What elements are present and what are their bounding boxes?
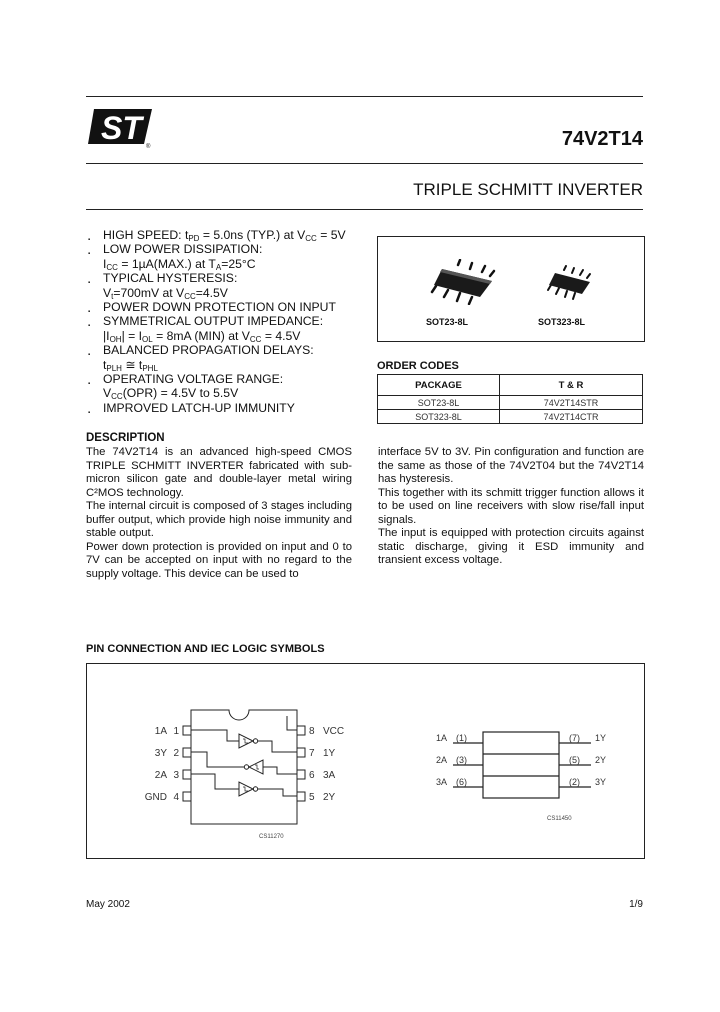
description-paragraph: The 74V2T14 is an advanced high-speed CMOS TRIPLE SCHMITT INVERTER fabricated with sub-micron silicon gate and double-layer metal wiring C²MOS technology. <box>86 446 352 499</box>
pin-name-label: 3Y <box>154 748 167 759</box>
package-box <box>377 236 645 342</box>
pin-number-label: 6 <box>309 770 315 781</box>
feature-item: ▪ OPERATING VOLTAGE RANGE: <box>88 372 368 386</box>
bullet-icon: ▪ <box>88 323 91 330</box>
pin-name-label: 2A <box>154 770 167 781</box>
pin-number-label: 1 <box>173 726 179 737</box>
description-left-column <box>86 446 352 581</box>
bullet-icon: ▪ <box>88 352 91 359</box>
table-cell: 74V2T14STR <box>500 396 643 410</box>
sot23-chip-icon <box>428 259 498 305</box>
feature-item: ▪ LOW POWER DISSIPATION: <box>88 242 368 256</box>
header-mid-rule <box>86 163 643 164</box>
description-paragraph: Power down protection is provided on input and 0 to 7V can be accepted on input with no regard to the supply voltage. This device can be used to <box>86 540 352 580</box>
pin-name-label: 1A <box>154 726 167 737</box>
pin-number-label: 4 <box>173 792 179 803</box>
part-number: 74V2T14 <box>561 128 643 150</box>
feature-item: ▪ HIGH SPEED: $t_{PD} = 5.0ns$ (TYP.) at $V_{CC} = 5V$ <box>88 228 368 242</box>
iec-input-label: 1A <box>435 733 447 743</box>
package-label-sot23: SOT23-8L <box>426 317 469 327</box>
order-codes-table <box>377 374 643 424</box>
order-codes-title: ORDER CODES <box>377 360 459 372</box>
pin-number-label: 7 <box>309 748 315 759</box>
feature-item: ▪ BALANCED PROPAGATION DELAYS: <box>88 343 368 357</box>
table-cell: SOT23-8L <box>378 396 500 410</box>
pin-number-label: 2 <box>173 748 179 759</box>
pin-number-label: 3 <box>173 770 179 781</box>
description-paragraph: The internal circuit is composed of 3 stages including buffer output, which provide high noise immunity and stable output. <box>86 500 352 539</box>
document-title: TRIPLE SCHMITT INVERTER <box>413 180 643 199</box>
description-paragraph: The input is equipped with protection circuits against static discharge, giving it ESD immunity and transient excess voltage. <box>378 527 644 566</box>
st-logo <box>86 106 156 152</box>
logo-text: ST <box>101 110 142 146</box>
pin-name-label: 1Y <box>323 748 336 759</box>
pin-name-label: VCC <box>323 726 345 737</box>
footer-page-number: 1/9 <box>629 899 643 910</box>
bullet-icon: ▪ <box>88 280 91 287</box>
description-title: DESCRIPTION <box>86 432 165 444</box>
table-header: T & R <box>500 375 643 396</box>
bullet-icon: ▪ <box>88 251 91 258</box>
iec-input-label: 3A <box>435 777 447 787</box>
feature-item: ▪ POWER DOWN PROTECTION ON INPUT <box>88 300 368 314</box>
svg-text:®: ® <box>146 144 151 150</box>
header-bottom-rule <box>86 209 643 210</box>
feature-item: ▪ SYMMETRICAL OUTPUT IMPEDANCE: <box>88 314 368 328</box>
pin-diagram <box>87 664 644 858</box>
bullet-icon: ▪ <box>88 309 91 316</box>
feature-item: $|I_{OH}| = I_{OL} = 8mA$ (MIN) at $V_{CC} = 4.5V$ <box>103 328 301 344</box>
table-cell: 74V2T14CTR <box>500 410 643 424</box>
iec-pin-number: (6) <box>456 777 467 787</box>
iec-pin-number: (7) <box>569 733 580 743</box>
table-row <box>378 410 643 424</box>
feature-item: ▪ TYPICAL HYSTERESIS: <box>88 271 368 285</box>
feature-item: $t_{PLH}$ ≅ $t_{PHL}$ <box>103 357 158 373</box>
feature-item: $V_t=700mV$ at $V_{CC}=4.5V$ <box>103 285 228 301</box>
pin-connection-figure <box>86 663 645 859</box>
iec-output-label: 1Y <box>595 733 607 743</box>
pin-name-label: 2Y <box>323 792 336 803</box>
pin-number-label: 5 <box>309 792 315 803</box>
feature-item: $V_{CC}(OPR) = 4.5V$ to 5.5V <box>103 386 239 402</box>
pin-number-label: 8 <box>309 726 315 737</box>
description-paragraph: This together with its schmitt trigger function allows it to be used on line receivers with slow rise/fall input signals. <box>378 486 644 526</box>
iec-output-label: 3Y <box>595 777 607 787</box>
iec-diagram-caption: CS11450 <box>547 816 572 822</box>
package-label-sot323: SOT323-8L <box>538 317 586 327</box>
bullet-icon: ▪ <box>88 237 91 243</box>
pin-diagram-caption: CS11270 <box>259 834 284 840</box>
table-row <box>378 396 643 410</box>
feature-item: ▪ IMPROVED LATCH-UP IMMUNITY <box>88 401 368 415</box>
iec-output-label: 2Y <box>595 755 607 765</box>
iec-input-label: 2A <box>435 755 447 765</box>
iec-pin-number: (5) <box>569 755 580 765</box>
bullet-icon: ▪ <box>88 381 91 388</box>
sot323-chip-icon <box>544 265 594 301</box>
table-header-row <box>378 375 643 396</box>
iec-pin-number: (1) <box>456 733 467 743</box>
bullet-icon: ▪ <box>88 409 91 416</box>
iec-pin-number: (3) <box>456 755 467 765</box>
footer-date: May 2002 <box>86 899 130 910</box>
pin-name-label: GND <box>144 792 167 803</box>
feature-list <box>88 228 368 415</box>
header-top-rule <box>86 96 643 97</box>
table-cell: SOT323-8L <box>378 410 500 424</box>
table-header: PACKAGE <box>378 375 500 396</box>
pin-name-label: 3A <box>323 770 336 781</box>
pin-connection-title: PIN CONNECTION AND IEC LOGIC SYMBOLS <box>86 643 325 655</box>
description-paragraph: interface 5V to 3V. Pin configuration and function are the same as those of the 74V2T04 but the 74V2T14 has hysteresis. <box>378 446 644 485</box>
description-right-column <box>378 446 644 568</box>
feature-item: $I_{CC} = 1\mu A(MAX.)$ at $T_A=25^\circ C$ <box>103 256 256 272</box>
iec-pin-number: (2) <box>569 777 580 787</box>
